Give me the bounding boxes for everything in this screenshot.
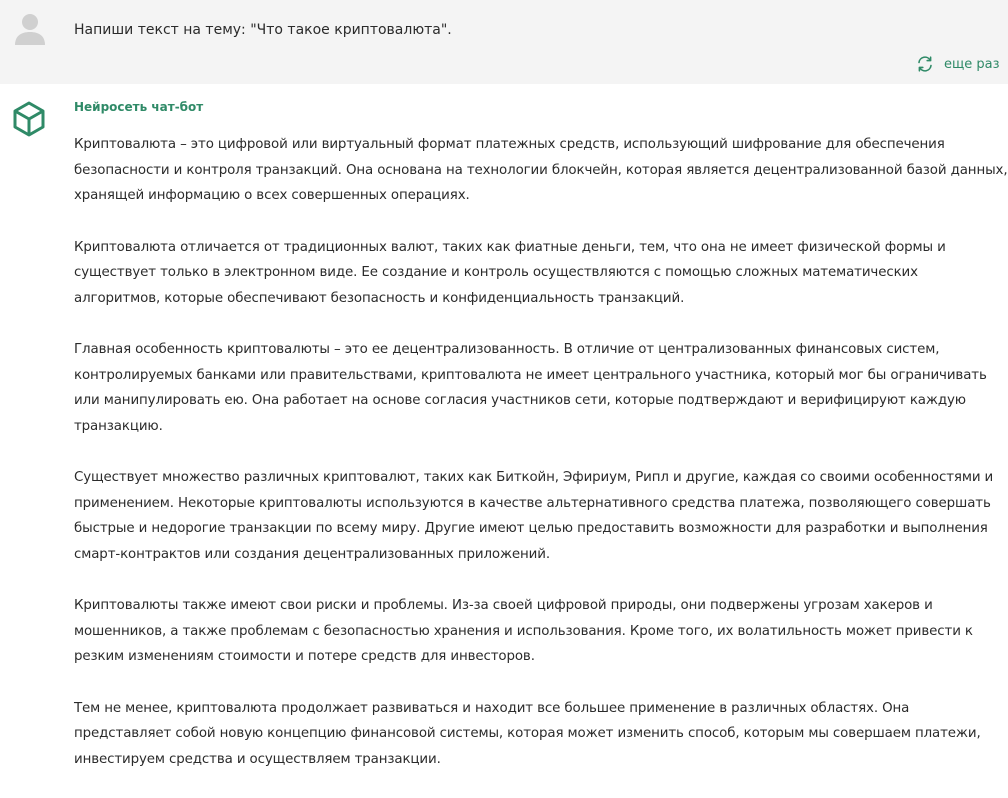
bot-message — [0, 84, 1008, 776]
answer-paragraph: Существует множество различных криптовалют, таких как Биткойн, Эфириум, Рипл и другие, каждая со своими особенностями и применением. Некоторые криптовалюты используются в качестве альтернативного средства платежа, позволяющего совершать быстрые и недорогие транзакции по всему миру. Другие имеют целью предоставить возможности для разработки и выполнения смарт-контрактов или создания децентрализованных приложений. — [74, 470, 994, 562]
cube-icon — [12, 100, 46, 138]
refresh-icon — [916, 55, 934, 73]
retry-button[interactable] — [916, 54, 1000, 74]
user-message-text: Напиши текст на тему: "Что такое криптовалюта". — [74, 22, 452, 38]
bot-answer — [74, 132, 1008, 798]
answer-paragraph: Криптовалюта – это цифровой или виртуальный формат платежных средств, использующий шифрование для обеспечения безопасности и контроля транзакций. Она основана на технологии блокчейн, которая является децентрализованной базой данных, хранящей информацию о всех совершенных операциях. — [74, 137, 1008, 203]
user-avatar-icon — [13, 12, 47, 46]
answer-paragraph: Тем не менее, криптовалюта продолжает развиваться и находит все большее применение в различных областях. Она представляет собой новую концепцию финансовой системы, которая может изменить способ, которым мы совершаем платежи, инвестируем средства и осуществляем транзакции. — [74, 700, 981, 767]
retry-label: еще раз — [944, 56, 1000, 72]
answer-paragraph: Криптовалюты также имеют свои риски и проблемы. Из-за своей цифровой природы, они подвержены угрозам хакеров и мошенников, а также проблемам с безопасностью хранения и использования. Кроме того, их волатильность может привести к резким изменениям стоимости и потере средств для инвесторов. — [74, 598, 973, 664]
bot-name: Нейросеть чат-бот — [74, 100, 204, 114]
user-message — [0, 0, 1008, 84]
answer-paragraph: Главная особенность криптовалюты – это ее децентрализованность. В отличие от централизованных финансовых систем, контролируемых банками или правительствами, криптовалюта не имеет центрального участника, который мог бы ограничивать или манипулировать ею. Она работает на основе согласия участников сети, которые подтверждают и верифицируют каждую транзакцию. — [74, 342, 987, 434]
answer-paragraph: Криптовалюта отличается от традиционных валют, таких как фиатные деньги, тем, что она не имеет физической формы и существует только в электронном виде. Ее создание и контроль осуществляются с помощью сложных математических алгоритмов, которые обеспечивают безопасность и конфиденциальность транзакций. — [74, 239, 946, 306]
